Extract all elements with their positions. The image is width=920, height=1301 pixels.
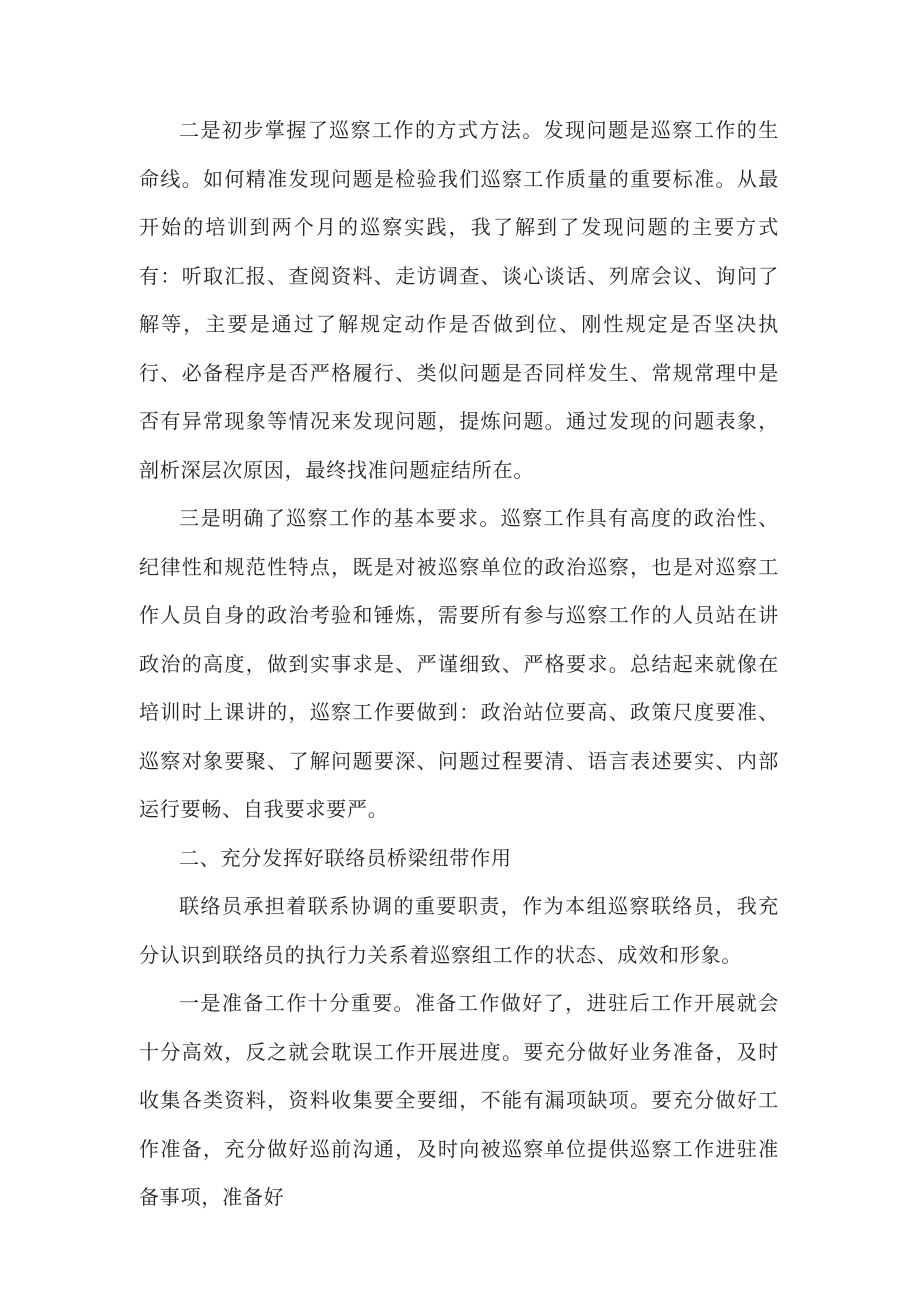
paragraph-liaison-intro: 联络员承担着联系协调的重要职责，作为本组巡察联络员，我充分认识到联络员的执行力关系着巡察组工作的状态、成效和形象。 [139, 894, 779, 967]
paragraph-methods: 二是初步掌握了巡察工作的方式方法。发现问题是巡察工作的生命线。如何精准发现问题是检验我们巡察工作质量的重要标准。从最开始的培训到两个月的巡察实践，我了解到了发现问题的主要方式有：听取汇报、查阅资料、走访调查、谈心谈话、列席会议、询问了解等，主要是通过了解规定动作是否做到位、刚性规定是否坚决执行、必备程序是否严格履行、类似问题是否同样发生、常规常理中是否有异常现象等情况来发现问题，提炼问题。通过发现的问题表象，剖析深层次原因，最终找准问题症结所在。 [139, 118, 779, 482]
document-body [139, 106, 779, 1222]
paragraph-preparation: 一是准备工作十分重要。准备工作做好了，进驻后工作开展就会十分高效，反之就会耽误工作开展进度。要充分做好业务准备，及时收集各类资料，资料收集要全要细，不能有漏项缺项。要充分做好工作准备，充分做好巡前沟通，及时向被巡察单位提供巡察工作进驻准备事项，准备好 [139, 991, 779, 1209]
section-heading: 二、充分发挥好联络员桥梁纽带作用 [179, 845, 512, 870]
paragraph-requirements: 三是明确了巡察工作的基本要求。巡察工作具有高度的政治性、纪律性和规范性特点，既是对被巡察单位的政治巡察，也是对巡察工作人员自身的政治考验和锤炼，需要所有参与巡察工作的人员站在讲政治的高度，做到实事求是、严谨细致、严格要求。总结起来就像在培训时上课讲的，巡察工作要做到：政治站位要高、政策尺度要准、巡察对象要聚、了解问题要深、问题过程要清、语言表述要实、内部运行要畅、自我要求要严。 [139, 506, 779, 821]
